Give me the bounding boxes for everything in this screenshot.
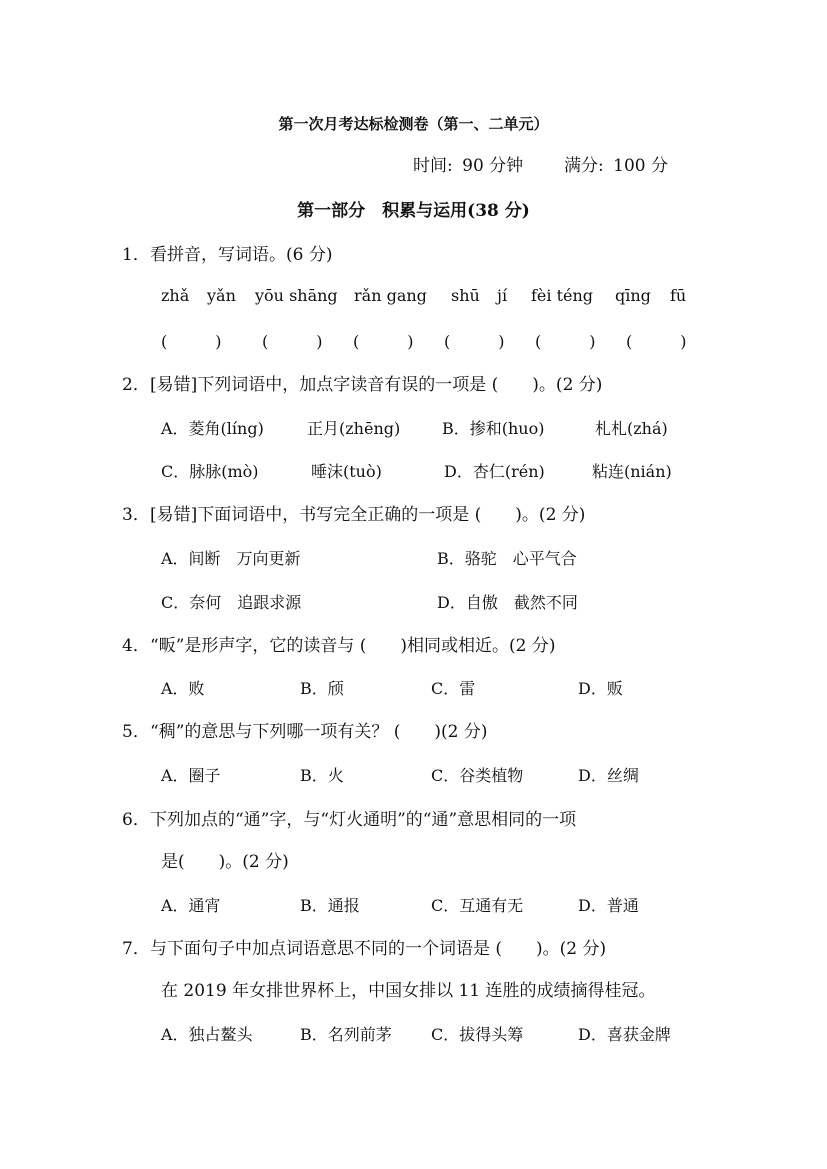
answer-blank-3[interactable]: ( ) bbox=[353, 332, 414, 351]
option-a[interactable]: A．败 bbox=[161, 679, 205, 698]
option-b[interactable]: B．颀 bbox=[300, 679, 344, 698]
option-b-word-2: 札札(zhá) bbox=[595, 419, 668, 438]
pinyin-4: rǎn gang bbox=[354, 286, 427, 305]
question-text: [易错]下列词语中，加点字读音有误的一项是 ( )。(2 分) bbox=[150, 375, 603, 395]
option-c[interactable]: C．谷类植物 bbox=[431, 766, 524, 785]
question-number: 7． bbox=[122, 939, 150, 959]
question-text: 与下面句子中加点词语意思不同的一个词语是 ( )。(2 分) bbox=[150, 939, 607, 959]
question-text: “稠”的意思与下列哪一项有关？ ( )(2 分) bbox=[150, 722, 488, 742]
question-3 bbox=[122, 500, 585, 525]
pinyin-1: zhǎ bbox=[161, 286, 190, 305]
time-value: 90 分钟 bbox=[462, 156, 524, 176]
sentence-suffix: 。 bbox=[638, 981, 656, 1001]
sentence-dotted-phrase: 摘得桂冠 bbox=[570, 981, 639, 1001]
pinyin-3: yōu shāng bbox=[255, 286, 338, 305]
option-b[interactable]: B．通报 bbox=[300, 896, 360, 915]
question-1 bbox=[122, 240, 332, 265]
option-a[interactable]: A．独占鳌头 bbox=[161, 1025, 253, 1044]
question-text: “畈”是形声字，它的读音与 ( )相同或相近。(2 分) bbox=[150, 636, 556, 656]
exam-meta bbox=[413, 151, 672, 176]
question-text: 下列加点的“通”字，与“灯火通明”的“通”意思相同的一项 bbox=[150, 810, 577, 830]
option-d[interactable]: D．自傲 截然不同 bbox=[437, 593, 578, 612]
question-number: 1． bbox=[122, 245, 150, 265]
time-label: 时间: bbox=[413, 156, 453, 176]
option-d[interactable]: D．喜获金牌 bbox=[578, 1025, 671, 1044]
option-c[interactable]: C．互通有无 bbox=[431, 896, 524, 915]
answer-blank-6[interactable]: ( ) bbox=[626, 332, 687, 351]
question-number: 3． bbox=[122, 505, 150, 525]
option-d-word-1[interactable]: D．杏仁(rén) bbox=[444, 462, 545, 481]
question-5 bbox=[122, 717, 488, 742]
option-d[interactable]: D．贩 bbox=[578, 679, 623, 698]
section-heading: 第一部分 积累与运用(38 分) bbox=[297, 201, 530, 221]
pinyin-7: fèi téng bbox=[531, 286, 594, 305]
option-a[interactable]: A．间断 万向更新 bbox=[161, 549, 301, 568]
option-b-word-1[interactable]: B．掺和(huo) bbox=[442, 419, 545, 438]
option-c-word-2: 唾沫(tuò) bbox=[311, 462, 382, 481]
question-7 bbox=[122, 934, 606, 959]
pinyin-6: jí bbox=[497, 286, 508, 305]
option-c[interactable]: C．雷 bbox=[431, 679, 476, 698]
option-b[interactable]: B．名列前茅 bbox=[300, 1025, 392, 1044]
question-text: [易错]下面词语中，书写完全正确的一项是 ( )。(2 分) bbox=[150, 505, 586, 525]
option-c[interactable]: C．拔得头筹 bbox=[431, 1025, 524, 1044]
option-a-word-2: 正月(zhēng) bbox=[307, 419, 401, 438]
option-d[interactable]: D．普通 bbox=[578, 896, 639, 915]
pinyin-2: yǎn bbox=[207, 286, 236, 305]
option-c[interactable]: C．奈何 追跟求源 bbox=[161, 593, 302, 612]
answer-blank-1[interactable]: ( ) bbox=[161, 332, 222, 351]
question-number: 5． bbox=[122, 722, 150, 742]
score-value: 100 分 bbox=[613, 156, 668, 176]
option-a[interactable]: A．圈子 bbox=[161, 766, 221, 785]
question-number: 6． bbox=[122, 810, 150, 830]
pinyin-8: qīng bbox=[615, 286, 651, 305]
sentence-prefix: 在 2019 年女排世界杯上，中国女排以 11 连胜的成绩 bbox=[161, 981, 571, 1001]
pinyin-5: shū bbox=[451, 286, 480, 305]
option-b[interactable]: B．火 bbox=[300, 766, 344, 785]
question-number: 2． bbox=[122, 375, 150, 395]
answer-blank-4[interactable]: ( ) bbox=[444, 332, 505, 351]
option-d[interactable]: D．丝绸 bbox=[578, 766, 639, 785]
score-label: 满分: bbox=[564, 156, 604, 176]
exam-title: 第一次月考达标检测卷（第一、二单元） bbox=[278, 115, 549, 133]
question-2 bbox=[122, 370, 602, 395]
option-c-word-1[interactable]: C．脉脉(mò) bbox=[161, 462, 259, 481]
question-6 bbox=[122, 805, 576, 830]
pinyin-9: fū bbox=[670, 286, 687, 305]
example-sentence bbox=[161, 976, 656, 1001]
question-text: 看拼音，写词语。(6 分) bbox=[150, 245, 333, 265]
option-b[interactable]: B．骆驼 心平气合 bbox=[437, 549, 577, 568]
answer-blank-2[interactable]: ( ) bbox=[262, 332, 323, 351]
question-number: 4． bbox=[122, 636, 150, 656]
option-a-word-1[interactable]: A．菱角(líng) bbox=[161, 419, 264, 438]
question-6-continuation: 是( )。(2 分) bbox=[161, 852, 289, 872]
option-a[interactable]: A．通宵 bbox=[161, 896, 221, 915]
option-d-word-2: 粘连(nián) bbox=[592, 462, 672, 481]
question-4 bbox=[122, 631, 556, 656]
answer-blank-5[interactable]: ( ) bbox=[535, 332, 596, 351]
